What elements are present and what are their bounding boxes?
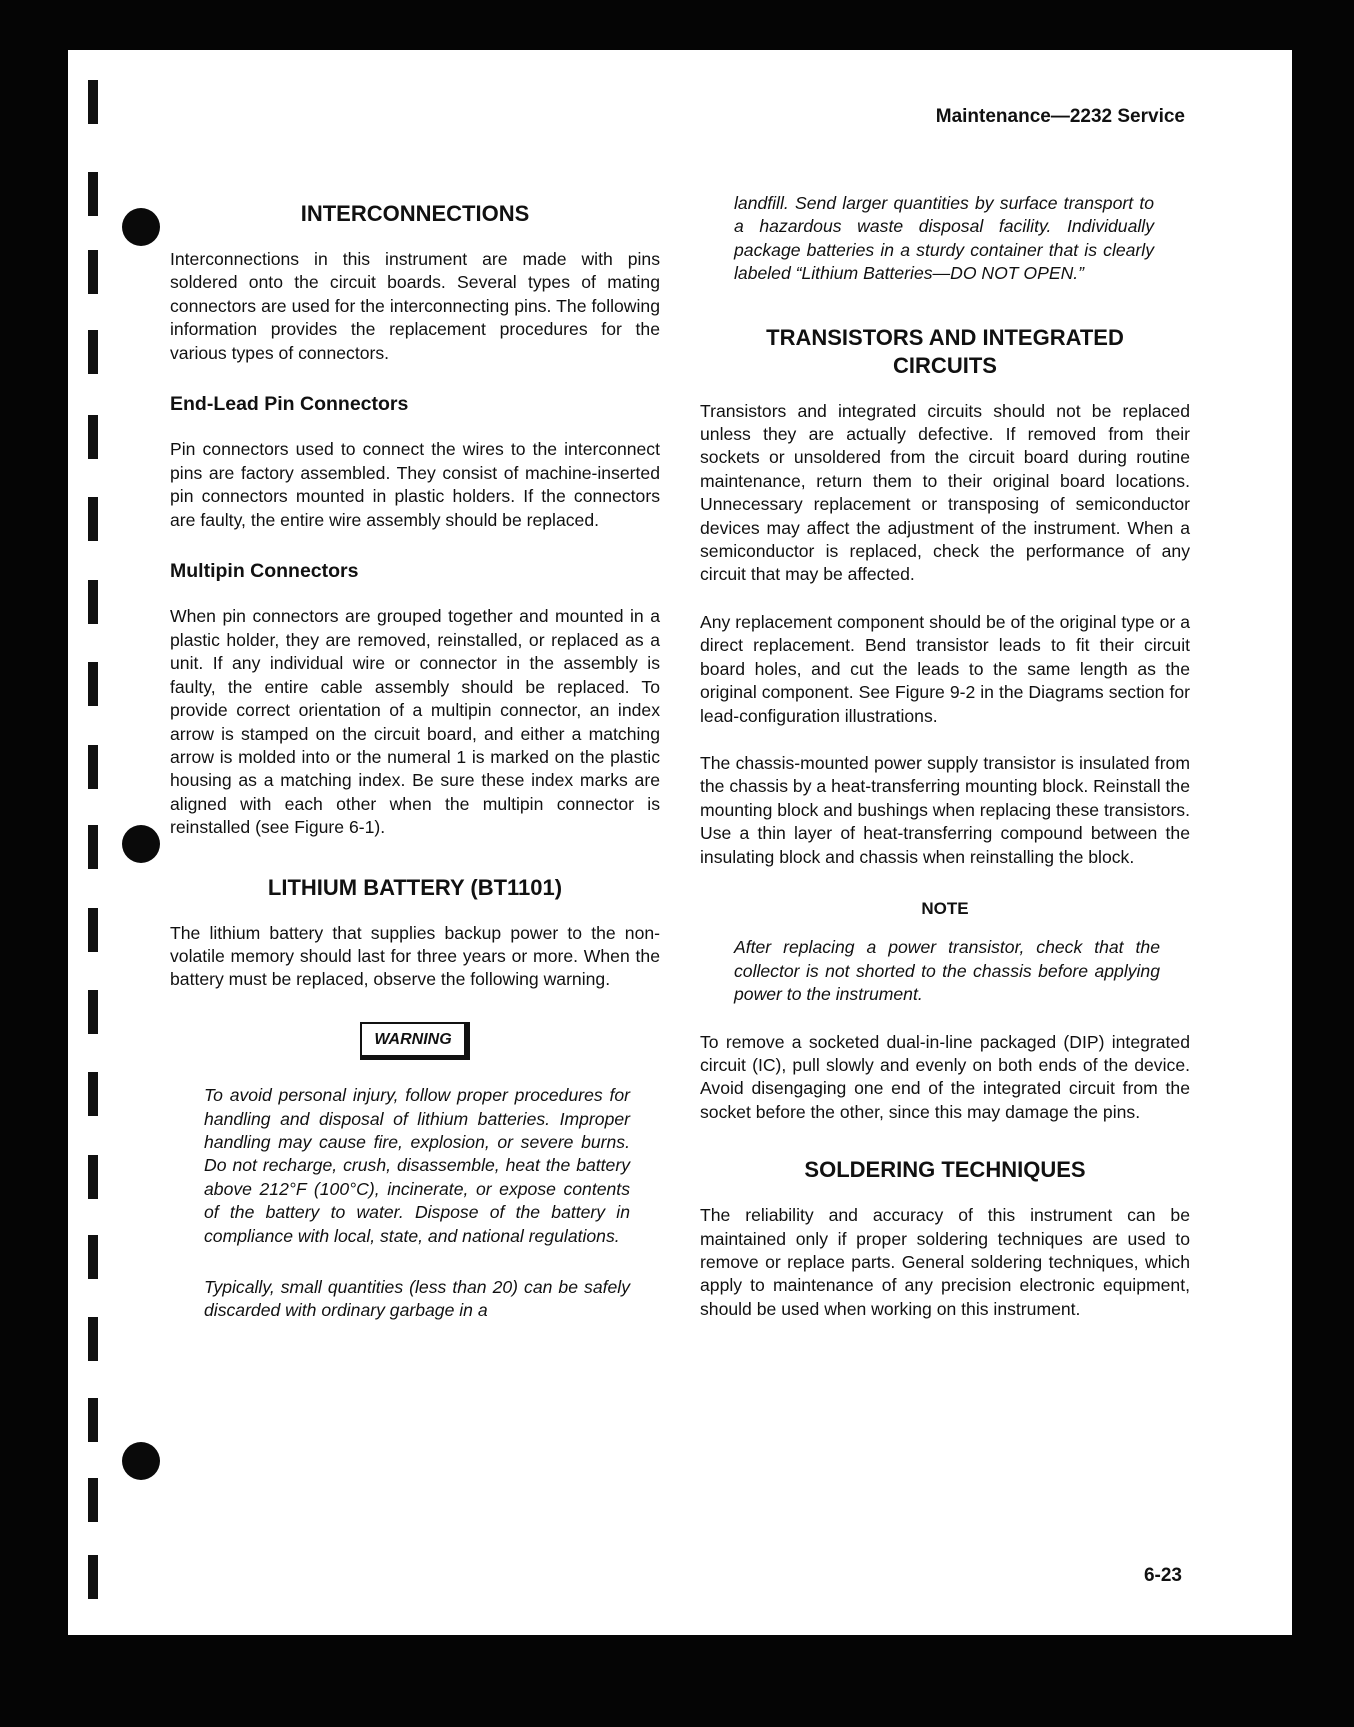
warning-text: To avoid personal injury, follow proper procedures for handling and disposal of lithium batteries. Improper handling may cause fire, explosion, or severe burns. Do not recharge, crush, disassemble, heat the battery above 212°F (100°C), incinerate, or expose contents of the battery to water. Dispose of the battery in compliance with local, state, and national regulations. (204, 1085, 630, 1246)
paragraph-transistors-1: Transistors and integrated circuits should not be replaced unless they are actually defective. If removed from their sockets or unsoldered from the circuit board during routine maintenance, return them to their original board locations. Unnecessary replacement or transposing of semiconductor devices may affect the adjustment of the instrument. When a semiconductor is replaced, check the performance of any circuit that may be affected. (700, 400, 1190, 585)
paragraph-interconnections: Interconnections in this instrument are made with pins soldered onto the circuit boards. Several types of mating connectors are used for the interconnecting pins. The following information provides the replacement procedures for the various types of connectors. (170, 249, 660, 363)
binder-tab (88, 1478, 98, 1522)
punch-hole (122, 825, 160, 863)
paragraph-disposal: Typically, small quantities (less than 20) can be safely discarded with ordinary garbage in a (204, 1277, 630, 1321)
binder-tab (88, 1235, 98, 1279)
running-header: Maintenance—2232 Service (935, 106, 1185, 127)
paragraph-soldering: The reliability and accuracy of this instrument can be maintained only if proper soldering techniques are used to remove or replace parts. General soldering techniques, which apply to maintenance of any precision electronic equipment, should be used when working on this instrument. (700, 1205, 1190, 1319)
binder-tab (88, 250, 98, 294)
page-number: 6-23 (1143, 1565, 1182, 1586)
paragraph-landfill: landfill. Send larger quantities by surface transport to a hazardous waste disposal facility. Individually package batteries in a sturdy container that is clearly labeled “Lithium Batteries—DO NOT OPEN.” (734, 193, 1154, 284)
paragraph-lithium: The lithium battery that supplies backup power to the non-volatile memory should last for three years or more. When the battery must be replaced, observe the following warning. (170, 922, 660, 990)
binder-tab (88, 1555, 98, 1599)
binder-tab (88, 1072, 98, 1116)
binder-tab (88, 80, 98, 124)
binder-tab (88, 1155, 98, 1199)
warning-label-wrap (170, 1022, 660, 1060)
binder-tab (88, 745, 98, 789)
document-page (68, 50, 1292, 1635)
warning-label: WARNING (360, 1022, 469, 1060)
binder-tab (88, 415, 98, 459)
paragraph-end-lead: Pin connectors used to connect the wires to the interconnect pins are factory assembled. They consist of machine-inserted pin connectors mounted in plastic holders. If the connectors are faulty, the entire wire assembly should be replaced. (170, 439, 660, 530)
left-column (170, 200, 660, 1323)
heading-lithium-battery: LITHIUM BATTERY (BT1101) (267, 874, 563, 900)
paragraph-dip: To remove a socketed dual-in-line packaged (DIP) integrated circuit (IC), pull slowly and evenly on both ends of the device. Avoid disengaging one end of the integrated circuit from the socket before the other, since this may damage the pins. (700, 1031, 1190, 1122)
heading-transistors-ics: TRANSISTORS AND INTEGRATED CIRCUITS (766, 324, 1124, 378)
binder-tab (88, 1398, 98, 1442)
heading-end-lead-pin-connectors: End-Lead Pin Connectors (170, 393, 409, 416)
binder-tab (88, 172, 98, 216)
binder-tab (88, 580, 98, 624)
note-text: After replacing a power transistor, check that the collector is not shorted to the chassis before applying power to the instrument. (734, 937, 1160, 1005)
heading-interconnections: INTERCONNECTIONS (300, 201, 530, 226)
binder-tab (88, 497, 98, 541)
binder-tab (88, 1317, 98, 1361)
binder-tab (88, 330, 98, 374)
binder-tab (88, 662, 98, 706)
binder-tab (88, 825, 98, 869)
paragraph-transistors-2: Any replacement component should be of the original type or a direct replacement. Bend transistor leads to fit their circuit board holes, and cut the leads to the same length as the original component. See Figure 9-2 in the Diagrams section for lead-configuration illustrations. (700, 611, 1190, 726)
heading-soldering-techniques: SOLDERING TECHNIQUES (804, 1157, 1086, 1183)
binder-tab (88, 908, 98, 952)
paragraph-multipin: When pin connectors are grouped together and mounted in a plastic holder, they are removed, reinstalled, or replaced as a unit. If any individual wire or connector in the assembly is faulty, the entire cable assembly should be replaced. To provide correct orientation of a multipin connector, an index arrow is stamped on the circuit board, and either a matching arrow is molded into or the numeral 1 is marked on the plastic housing as a matching index. Be sure these index marks are aligned with each other when the multipin connector is reinstalled (see Figure 6-1). (170, 606, 660, 838)
paragraph-transistors-3: The chassis-mounted power supply transistor is insulated from the chassis by a heat-transferring mounting block. Reinstall the mounting block and bushings when replacing these transistors. Use a thin layer of heat-transferring compound between the insulating block and chassis when reinstalling the block. (700, 752, 1190, 867)
punch-hole (122, 208, 160, 246)
punch-hole (122, 1442, 160, 1480)
heading-multipin-connectors: Multipin Connectors (170, 560, 359, 583)
binder-tab (88, 990, 98, 1034)
right-column (700, 193, 1190, 1321)
note-label: NOTE (921, 898, 969, 918)
